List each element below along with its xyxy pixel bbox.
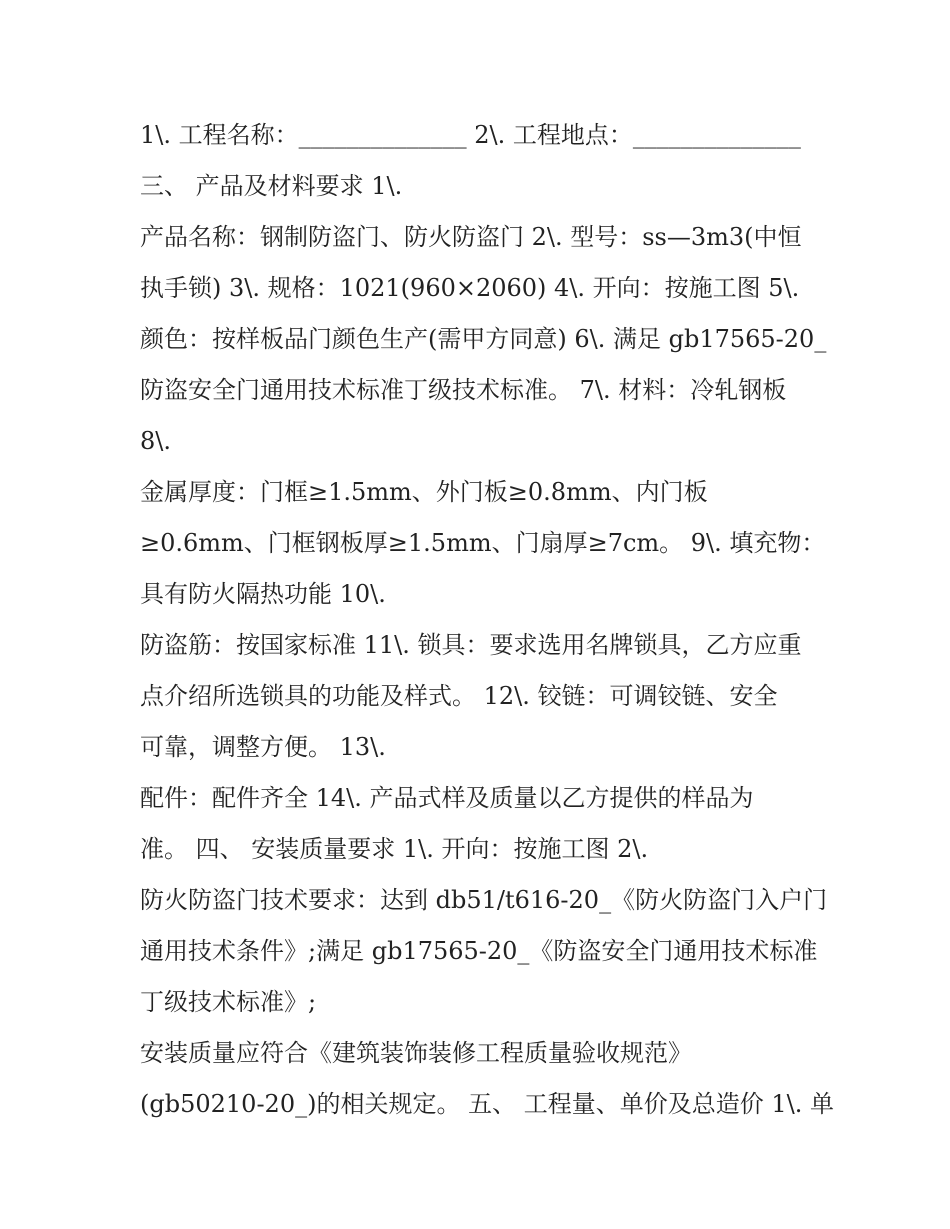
text-line: 颜色：按样板品门颜色生产(需甲方同意) 6\. 满足 gb17565-20_ xyxy=(140,325,827,353)
text-line: 配件：配件齐全 14\. 产品式样及质量以乙方提供的样品为 xyxy=(140,784,754,812)
text-line: 产品名称：钢制防盗门、防火防盗门 2\. 型号：ss—3m3(中恒 xyxy=(140,223,802,251)
text-line: 点介绍所选锁具的功能及样式。 12\. 铰链：可调铰链、安全 xyxy=(140,682,778,710)
text-line: 丁级技术标准》; xyxy=(140,988,317,1016)
text-line: 防盗筋：按国家标准 11\. 锁具：要求选用名牌锁具，乙方应重 xyxy=(140,631,802,659)
text-line: 执手锁) 3\. 规格：1021(960×2060) 4\. 开向：按施工图 5\. xyxy=(140,274,800,302)
text-line: 准。 四、 安装质量要求 1\. 开向：按施工图 2\. xyxy=(140,835,649,863)
text-line: 三、 产品及材料要求 1\. xyxy=(140,172,403,200)
text-line: 安装质量应符合《建筑装饰装修工程质量验收规范》 xyxy=(140,1039,692,1067)
text-line: 防火防盗门技术要求：达到 db51/t616-20_《防火防盗门入户门 xyxy=(140,886,828,914)
text-line: 防盗安全门通用技术标准丁级技术标准。 7\. 材料：冷轧钢板 xyxy=(140,376,787,404)
text-line: 具有防火隔热功能 10\. xyxy=(140,580,386,608)
text-line: ≥0.6mm、门框钢板厚≥1.5mm、门扇厚≥7cm。 9\. 填充物： xyxy=(140,529,826,557)
text-line: 通用技术条件》;满足 gb17565-20_《防盗安全门通用技术标准 xyxy=(140,937,818,965)
text-line: 可靠，调整方便。 13\. xyxy=(140,733,386,761)
document-page xyxy=(140,110,834,1130)
text-line: 8\. xyxy=(140,427,171,455)
text-line: 金属厚度：门框≥1.5mm、外门板≥0.8mm、内门板 xyxy=(140,478,708,506)
text-line: 1\. 工程名称：______________ 2\. 工程地点：______________ xyxy=(140,121,801,149)
text-line: (gb50210-20_)的相关规定。 五、 工程量、单价及总造价 1\. 单 xyxy=(140,1090,834,1118)
